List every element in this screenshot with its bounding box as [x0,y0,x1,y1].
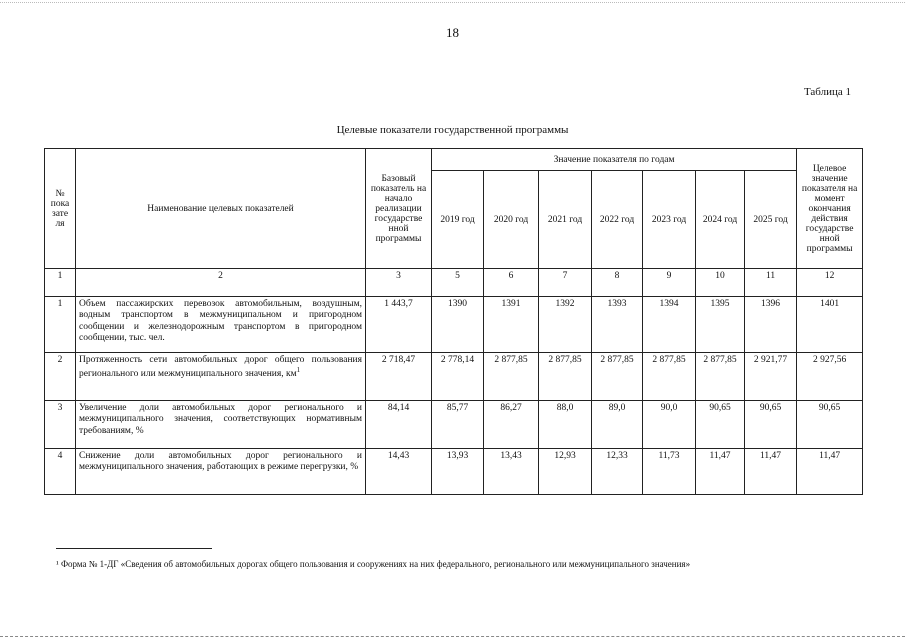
row-number: 1 [45,297,76,353]
scan-bottom-edge [0,636,905,637]
table-label: Таблица 1 [803,86,851,98]
year-value: 1393 [592,297,643,353]
year-value: 13,93 [432,449,484,495]
table-caption: Целевые показатели государственной программы [336,124,569,136]
year-value: 1395 [696,297,745,353]
header-name: Наименование целевых показателей [76,149,366,269]
row-number: 4 [45,449,76,495]
header-year: 2019 год [432,171,484,269]
column-number: 9 [643,269,696,297]
row-number: 3 [45,401,76,449]
year-value: 90,65 [745,401,797,449]
header-base: Базовый показатель на начало реализации государстве нной программы [366,149,432,269]
indicator-name: Объем пассажирских перевозок автомобильным, воздушным, водным транспортом в межмуниципальном и пригородном сообщении и железнодорожным транспортом в пригородном сообщении, тыс. чел. [76,297,366,353]
year-value: 2 877,85 [696,353,745,401]
header-year: 2020 год [484,171,539,269]
year-value: 90,65 [696,401,745,449]
page-number: 18 [446,25,459,40]
indicator-name [76,353,366,401]
target-value: 90,65 [797,401,863,449]
year-value: 88,0 [539,401,592,449]
year-value: 11,47 [745,449,797,495]
row-number: 2 [45,353,76,401]
indicator-name: Увеличение доли автомобильных дорог регионального и межмуниципального значения, соответствующих нормативным требованиям, % [76,401,366,449]
base-value: 2 718,47 [366,353,432,401]
year-value: 2 877,85 [643,353,696,401]
year-value: 1392 [539,297,592,353]
year-value: 13,43 [484,449,539,495]
target-value: 2 927,56 [797,353,863,401]
target-value: 1401 [797,297,863,353]
column-number: 3 [366,269,432,297]
footnote-divider [56,548,212,549]
header-year: 2022 год [592,171,643,269]
year-value: 12,93 [539,449,592,495]
year-value: 89,0 [592,401,643,449]
column-number: 2 [76,269,366,297]
column-number: 10 [696,269,745,297]
year-value: 1396 [745,297,797,353]
header-year: 2023 год [643,171,696,269]
header-num: № пока зате ля [45,149,76,269]
year-value: 2 778,14 [432,353,484,401]
table-row [45,297,863,353]
year-value: 2 877,85 [484,353,539,401]
year-value: 11,47 [696,449,745,495]
footnote-ref: 1 [296,366,301,375]
base-value: 1 443,7 [366,297,432,353]
year-value: 2 921,77 [745,353,797,401]
header-year: 2025 год [745,171,797,269]
table-row [45,401,863,449]
column-number: 1 [45,269,76,297]
header-year: 2021 год [539,171,592,269]
base-value: 84,14 [366,401,432,449]
column-number: 8 [592,269,643,297]
column-number: 11 [745,269,797,297]
year-value: 90,0 [643,401,696,449]
indicator-name: Снижение доли автомобильных дорог регионального и межмуниципального значения, работающих в режиме перегрузки, % [76,449,366,495]
base-value: 14,43 [366,449,432,495]
year-value: 2 877,85 [592,353,643,401]
year-value: 2 877,85 [539,353,592,401]
column-number: 7 [539,269,592,297]
year-value: 1394 [643,297,696,353]
scan-top-edge [0,2,905,3]
target-value: 11,47 [797,449,863,495]
header-target: Целевое значение показателя на момент окончания действия государстве нной программы [797,149,863,269]
table-row [45,449,863,495]
targets-table [44,148,863,495]
column-number: 6 [484,269,539,297]
column-number-row [45,269,863,297]
year-value: 86,27 [484,401,539,449]
header-years-group: Значение показателя по годам [432,149,797,171]
table-row [45,353,863,401]
year-value: 85,77 [432,401,484,449]
year-value: 1390 [432,297,484,353]
indicator-name-text: Протяженность сети автомобильных дорог общего пользования регионального или межмуниципального значения, км [79,355,362,380]
column-number: 12 [797,269,863,297]
year-value: 11,73 [643,449,696,495]
year-value: 12,33 [592,449,643,495]
header-year: 2024 год [696,171,745,269]
column-number: 5 [432,269,484,297]
footnote: ¹ Форма № 1-ДГ «Сведения об автомобильных дорогах общего пользования и сооружениях на них федерального, регионального или межмуниципального значения» [56,559,691,569]
year-value: 1391 [484,297,539,353]
